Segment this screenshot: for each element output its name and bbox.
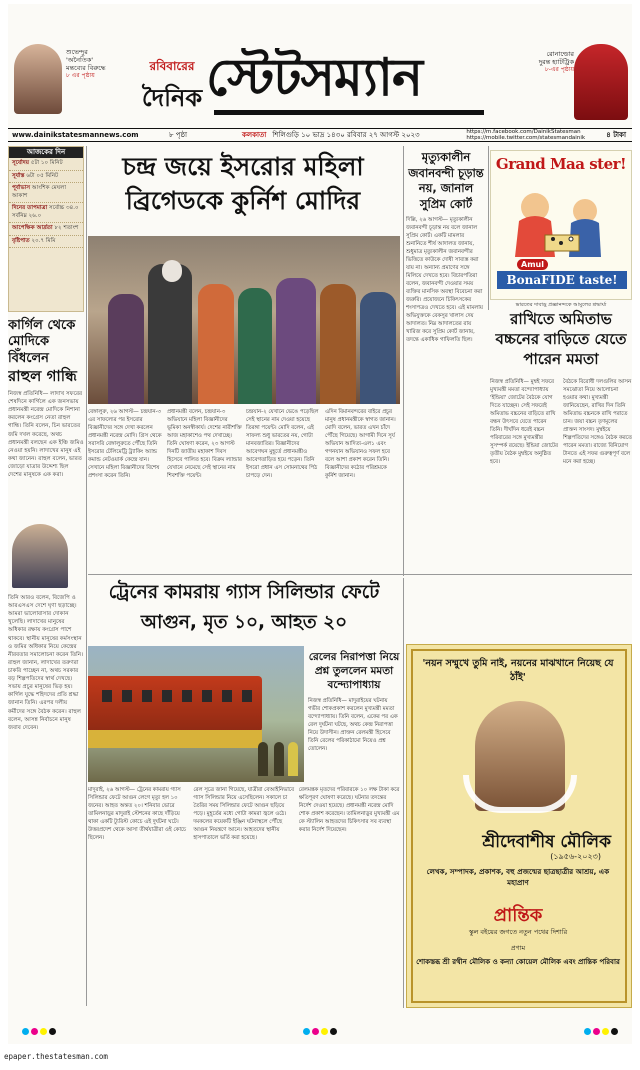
amul-caption: ভারতের দাবাড়ু প্রজ্ঞানন্দকে আমুলের শ্রদ্ধার্ঘ্য	[515, 302, 607, 308]
teaser-line: রোনাল্ডোর	[546, 50, 574, 58]
train-col: রেলমন্ত্রক মৃতদের পরিবারকে ১০ লক্ষ টাকা করে ক্ষতিপূরণ ঘোষণা করেছে। ঘটনার তদন্তের নির্দেশ দেওয়া হয়েছে। প্রধানমন্ত্রী নরেন্দ্র মোদি শোক প্রকাশ করেছেন। তামিলনাড়ুর মুখ্যমন্ত্রী এম কে স্ট্যালিন আহতদের চিকিৎসার সব ব্যবস্থা করার নির্দেশ দিয়েছেন।	[298, 787, 400, 833]
amul-tagline: BonaFIDE taste!	[497, 271, 627, 289]
obituary-description: লেখক, সম্পাদক, প্রকাশক, বহু প্রজন্মের ছাত্রছাত্রীর আশ্রয়, এক মহাপ্রাণ	[426, 867, 610, 887]
weather-row: আপেক্ষিক আর্দ্রতা ৮২ শতাংশ	[9, 223, 83, 236]
weather-row: দিনের তাপমাত্রা সর্বোচ্চ ৩৪.০ সর্বনিম্ন ২৬.০	[9, 203, 83, 223]
lead-body	[88, 408, 400, 576]
teaser-page-ref: ৮ এর পৃষ্ঠায়	[66, 72, 95, 80]
rahul-photo	[12, 524, 68, 588]
edition-city: কলকাতা	[242, 130, 267, 139]
obituary-family: শোকস্তব্ধ শ্রী রথীন মৌলিক ও কন্যা কোয়েল মৌলিক এবং প্রান্তিক পরিবার	[416, 958, 620, 966]
amul-illustration	[501, 177, 623, 265]
story-headline: রেলের নিরাপত্তা নিয়ে প্রশ্ন তুললেন মমতা বন্দ্যোপাধ্যায়	[308, 651, 400, 692]
story-headline: রাখিতে অমিতাভ বচ্চনের বাড়িতে যেতে পারেন মমতা	[495, 310, 627, 368]
weather-row: সূর্যাস্ত ৬টা ০৫ মিনিট	[9, 171, 83, 184]
weather-row: পূর্বাভাস আংশিক মেঘলা আকাশ	[9, 183, 83, 203]
train-col: মাদুরাই, ২৬ আগস্ট— ট্রেনের কামরায় গ্যাস সিলিন্ডার ফেটে আগুন লেগে মৃত্যু হল ১০ জনের। আহত অন্তত ২০। শনিবার ভোরে তামিলনাড়ুর মাদুরাই স্টেশনের কাছে দাঁড়িয়ে থাকা একটি ট্যুরিস্ট কোচে এই দুর্ঘটনা ঘটে। উত্তরপ্রদেশ থেকে আসা তীর্থযাত্রীরা ওই কোচে ছিলেন।	[88, 787, 186, 841]
facebook-link[interactable]: https://m.facebook.com/DainikStatesman	[466, 129, 581, 135]
story-body: নিজস্ব প্রতিনিধি— লাদাখ সফরের শেষদিনে কার্গিলে এক জনসভায় প্রধানমন্ত্রী নরেন্দ্র মোদিকে নিশানা করলেন কংগ্রেস নেতা রাহুল গান্ধি। তিনি বলেন, চিন ভারতের জমি দখল করেছে, অথচ প্রধানমন্ত্রী বলছেন এক ইঞ্চি জমিও নেওয়া হয়নি। লাদাখের মানুষ এই কথা জানেন। রাহুল বলেন, ভারত জোড়ো যাত্রার উদ্দেশ্য ছিল দেশের মানুষকে এক করা।	[8, 391, 84, 479]
story-body-continued: তিনি আরও বলেন, বিজেপি ও আরএসএস দেশে ঘৃণা ছড়াচ্ছে। আমরা ভালোবাসার দোকান খুলেছি। লাদাখের মানুষের অধিকার রক্ষায় কংগ্রেস পাশে থাকবে। স্থানীয় মানুষের কর্মসংস্থান ও জমির অধিকার নিয়ে কেন্দ্রের নীরবতার সমালোচনা করেন তিনি। রাহুল জানান, লাদাখের তরুণরা চাকরি পাচ্ছেন না, অথচ সরকার বড় শিল্পপতিদের স্বার্থ দেখছে। সভায় প্রচুর মানুষের ভিড় হয়। কার্গিল যুদ্ধে শহিদদের প্রতি শ্রদ্ধা জানান তিনি। এরপর দলীয় কর্মীদের সঙ্গে বৈঠক করেন। রাহুল বলেন, আসন্ন নির্বাচনে মানুষ জবাব দেবেন।	[8, 595, 84, 731]
lead-col: চন্দ্রযান-২ যেখানে ভেঙে পড়েছিল সেই স্থানের নাম দেওয়া হয়েছে তিরঙ্গা পয়েন্ট। মোদি বলেন, এই সাফল্য শুধু ভারতের নয়, গোটা মানবজাতির। বিজ্ঞানীদের আবেগঘন মুহূর্তে প্রধানমন্ত্রীও আবেগতাড়িত হয়ে পড়েন। তিনি ইসরো প্রধান এস সোমনাথের পিঠ চাপড়ে দেন।	[246, 409, 319, 479]
obituary-years: (১৯৫৬-২০২৩)	[550, 852, 601, 861]
teaser-line: দুরন্ত হ্যাটট্রিক	[538, 58, 574, 67]
lead-story[interactable]	[88, 150, 398, 218]
teaser-photo-ronaldo	[574, 44, 628, 120]
column-rule	[86, 146, 87, 1006]
social-links	[466, 129, 596, 141]
amul-ad[interactable]	[490, 150, 632, 300]
story-headline: মৃত্যুকালীন জবানবন্দী চূড়ান্ত নয়, জানাল সুপ্রিম কোর্ট	[408, 150, 484, 211]
pranthik-logo: প্রান্তিক	[493, 905, 543, 926]
weather-box	[8, 146, 84, 312]
website-link[interactable]: www.dainikstatesmannews.com	[12, 130, 139, 139]
newspaper-title: স্টেটসম্যান	[206, 48, 423, 108]
page-count: ৮ পৃষ্ঠা	[168, 130, 188, 139]
lead-col: বেঙ্গালুরু, ২৬ আগস্ট— চন্দ্রযান-৩ এর সাফল্যের পর ইসরোর বিজ্ঞানীদের সঙ্গে দেখা করলেন প্রধানমন্ত্রী নরেন্দ্র মোদি। গ্রিস থেকে সরাসরি বেঙ্গালুরুতে পৌঁছে তিনি ইসরোর টেলিমেট্রি ট্র্যাকিং অ্যান্ড কমান্ড নেটওয়ার্ক কেন্দ্রে যান। সেখানে মহিলা বিজ্ঞানীদের বিশেষ প্রশংসা করেন তিনি।	[88, 409, 162, 479]
twitter-link[interactable]: https://mobile.twitter.com/statesmandainik	[466, 135, 586, 141]
mamata-col: বৈঠকে বিরোধী দলগুলির আসন সমঝোতা নিয়ে আলোচনা হওয়ার কথা। মুখ্যমন্ত্রী জানিয়েছেন, রাখির দিন তিনি অমিতাভ বচ্চনকে রাখি পরাতে চান। জয়া বচ্চন তৃণমূলের প্রাক্তন সাংসদ। মুম্বইয়ে শিল্পপতিদের সঙ্গেও বৈঠক করতে পারেন মমতা। রাজ্যে বিনিয়োগ টানতে এই সফর গুরুত্বপূর্ণ বলে মনে করা হচ্ছে।	[563, 379, 632, 465]
rail-safety-story[interactable]	[308, 650, 400, 793]
weather-row: বৃষ্টিপাত ২০.৭ মিমি	[9, 236, 83, 249]
obituary-ad[interactable]	[406, 644, 632, 1008]
teaser-line: 'অনৈতিক'	[66, 56, 94, 65]
title-prefix	[136, 58, 208, 120]
sunday-label: রবিবারের	[149, 59, 195, 73]
lead-photo	[88, 236, 400, 404]
lead-col: প্রধানমন্ত্রী বলেন, চন্দ্রযান-৩ অভিযানে মহিলা বিজ্ঞানীদের ভূমিকা অনস্বীকার্য। দেশের নারীশক্তি আজ মহাকাশেও পথ দেখাচ্ছে। তিনি ঘোষণা করেন, ২৩ আগস্ট দিনটি জাতীয় মহাকাশ দিবস হিসেবে পালিত হবে। বিক্রম ল্যান্ডার যেখানে নেমেছে সেই স্থানের নাম শিবশক্তি পয়েন্ট।	[167, 409, 242, 479]
epaper-url[interactable]: epaper.thestatesman.com	[4, 1052, 108, 1061]
pranthik-tagline: স্কুল বইয়ের জগতে নতুন পথের দিশারি	[468, 928, 568, 936]
left-sidebar	[8, 146, 84, 1006]
story-headline-name: রাহুল গান্ধি	[8, 366, 77, 385]
right-teaser[interactable]	[502, 40, 632, 124]
obituary-quote: 'নয়ন সম্মুখে তুমি নাই, নয়নের মাঝখানে নিয়েছ যে ঠাঁই'	[422, 658, 614, 683]
left-teaser[interactable]	[8, 44, 128, 122]
train-headline: ট্রেনের কামরায় গ্যাস সিলিন্ডার ফেটে আগুন, মৃত ১০, আহত ২০	[108, 582, 380, 633]
train-story[interactable]	[88, 578, 400, 638]
train-photo	[88, 646, 304, 782]
teaser-photo-suvendu	[14, 44, 62, 114]
story-body: নিজস্ব প্রতিনিধি— মাদুরাইয়ের ঘটনায় গভীর শোকপ্রকাশ করলেন মুখ্যমন্ত্রী মমতা বন্দ্যোপাধ্যায়। তিনি বলেন, একের পর এক রেল দুর্ঘটনা ঘটছে, অথচ কেন্দ্র নিরাপত্তা নিয়ে উদাসীন। প্রাক্তন রেলমন্ত্রী হিসেবে তিনি রেলের পরিকাঠামো নিয়েও প্রশ্ন তোলেন।	[308, 697, 398, 752]
amul-headline: Grand Maa ster!	[495, 155, 627, 173]
train-col: রেল সূত্রে জানা গিয়েছে, যাত্রীরা বেআইনিভাবে গ্যাস সিলিন্ডার নিয়ে এসেছিলেন। সকালে চা তৈরির সময় সিলিন্ডার ফেটে আগুন ছড়িয়ে পড়ে। মুহূর্তের মধ্যে গোটা কামরা জ্বলে ওঠে। দমকলের কয়েকটি ইঞ্জিন ঘটনাস্থলে পৌঁছে আগুন নিয়ন্ত্রণে আনে। আহতদের স্থানীয় হাসপাতালে ভর্তি করা হয়েছে।	[193, 787, 294, 841]
obituary-name: শ্রীদেবাশীষ মৌলিক	[482, 832, 611, 852]
price-label: ৪ টাকা	[606, 130, 626, 139]
edition-date: শিলিগুড়ি ১০ ভাদ্র ১৪৩০ রবিবার ২৭ আগস্ট ২০২৩	[272, 130, 420, 139]
supreme-court-story[interactable]	[406, 150, 486, 366]
newspaper-page	[8, 4, 632, 1044]
column-rule	[488, 146, 489, 310]
story-body: দিল্লি, ২৬ আগস্ট— মৃত্যুকালীন জবানবন্দী চূড়ান্ত নয় বলে জানাল সুপ্রিম কোর্ট। একটি মামলার শুনানিতে শীর্ষ আদালত জানায়, শুধুমাত্র মৃত্যুকালীন জবানবন্দীর ভিত্তিতে কাউকে দোষী সাব্যস্ত করা যায় না। অন্যান্য প্রমাণের সঙ্গে মিলিয়ে দেখতে হবে। বিচারপতিরা বলেন, জবানবন্দী দেওয়ার সময় ব্যক্তির মানসিক অবস্থা বিবেচনা করা জরুরি। প্রয়োজনে চিকিৎসকের শংসাপত্রও দেখতে হবে। এই মামলায় অভিযুক্তকে বেকসুর খালাস দেয় আদালত। নিম্ন আদালতের রায় খারিজ করে সুপ্রিম কোর্ট জানায়, তদন্তে একাধিক গাফিলতি ছিল।	[406, 217, 483, 344]
registration-marks	[8, 1028, 632, 1040]
mamata-col: নিজস্ব প্রতিনিধি— মুম্বই সফরে মুখ্যমন্ত্রী মমতা বন্দ্যোপাধ্যায় 'ইন্ডিয়া' জোটের বৈঠকে যোগ দিতে যাচ্ছেন। সেই সফরেই অমিতাভ বচ্চনের বাড়িতে রাখি বন্ধন উৎসবে যেতে পারেন তিনি। দীর্ঘদিন ধরেই বচ্চন পরিবারের সঙ্গে মুখ্যমন্ত্রীর সুসম্পর্ক রয়েছে। ইন্ডিয়া জোটের তৃতীয় বৈঠক মুম্বইয়ে অনুষ্ঠিত হবে।	[490, 379, 558, 465]
title-rule	[214, 110, 484, 115]
lead-headline: চন্দ্র জয়ে ইসরোর মহিলা ব্রিগেডকে কুর্নিশ মোদির	[122, 152, 364, 215]
weather-row: সূর্যোদয় ৫টা ১০ মিনিট	[9, 158, 83, 171]
weather-heading: আজকের দিন	[9, 147, 83, 158]
mamata-body	[490, 378, 632, 640]
dainik-label: দৈনিক	[141, 83, 203, 112]
teaser-page-ref: ৮-এর পৃষ্ঠায়	[544, 66, 574, 74]
lead-col: এদিন বিমানবন্দরের বাইরে প্রচুর মানুষ প্রধানমন্ত্রীকে স্বাগত জানান। মোদি বলেন, ভারত এখন চাঁদে পৌঁছে গিয়েছে। আগামী দিনে সূর্য অভিযান আদিত্য-এল১ এবং গগনযান অভিযানও সফল হবে বলে আশা প্রকাশ করেন তিনি। বিজ্ঞানীদের কঠোর পরিশ্রমকে কুর্নিশ জানান।	[325, 409, 396, 479]
mamata-story[interactable]	[490, 310, 632, 369]
dateline-bar	[8, 128, 632, 142]
section-rule	[88, 574, 632, 575]
teaser-line: মন্তব্যের বিরুদ্ধে	[66, 64, 106, 73]
column-rule	[403, 578, 404, 1008]
teaser-line: শুভেন্দুর	[66, 48, 88, 56]
train-body	[88, 786, 400, 1004]
amul-logo: Amul	[517, 259, 548, 270]
story-headline: কার্গিল থেকে মোদিকে বিঁধলেন রাহুল গান্ধি	[8, 318, 77, 385]
obituary-salutation: প্রণাম	[510, 944, 526, 952]
masthead	[8, 4, 632, 128]
column-rule	[403, 146, 404, 576]
